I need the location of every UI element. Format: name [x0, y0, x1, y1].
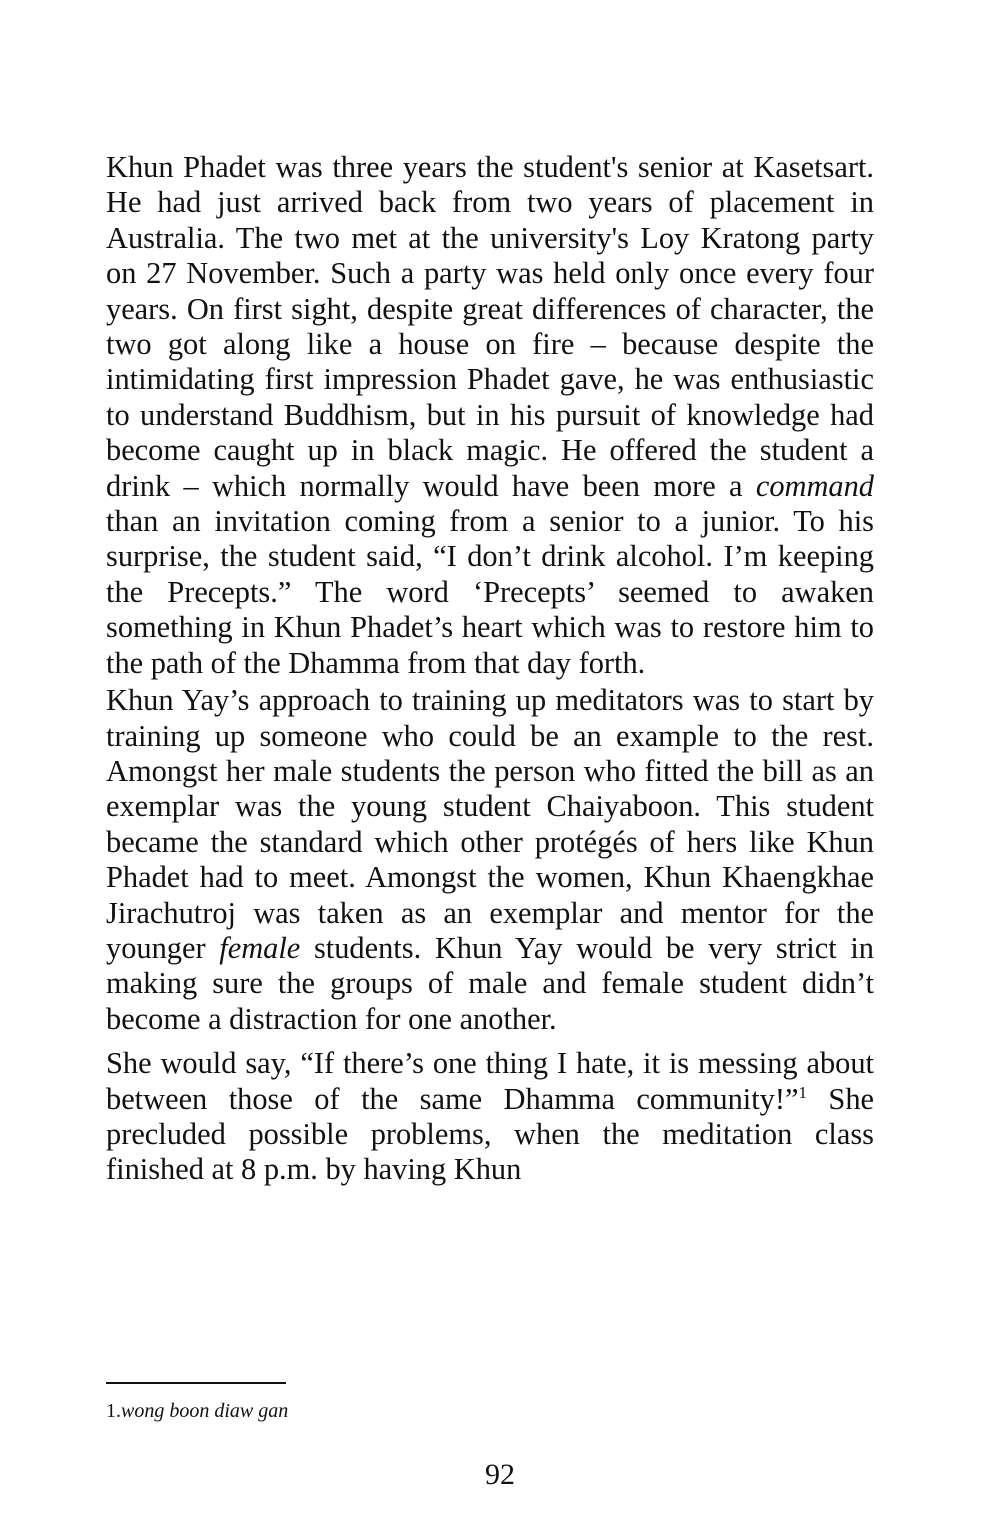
footnote [106, 1398, 606, 1424]
paragraph [106, 1046, 874, 1188]
footnote-reference: 1 [798, 1082, 807, 1102]
text-segment: Khun Phadet was three years the student's senior at Kasetsart. He had just arrived back from two years of placement in Australia. The two met at the university's Loy Kratong party on 27 November. Such a party was held only once every four years. On first sight, despite great differences of character, the two got along like a house on fire – because despite the intimidating first impression Phadet gave, he was enthusiastic to understand Buddhism, but in his pursuit of knowledge had become caught up in black magic. He offered the student a drink – which normally would have been more a [106, 150, 874, 503]
text-segment: She would say, “If there’s one thing I hate, it is messing about between those of the same Dhamma community!” [106, 1046, 874, 1116]
footnote-text: wong boon diaw gan [121, 1400, 289, 1422]
paragraph [106, 150, 874, 681]
footnote-rule [106, 1382, 286, 1384]
text-segment: Khun Yay’s approach to training up meditators was to start by training up someone who could be an example to the rest. Amongst her male students the person who fitted the bill as an exemplar was the young student Chaiyaboon. This student became the standard which other protégés of hers like Khun Phadet had to meet. Amongst the women, Khun Khaengkhae Jirachutroj was taken as an exemplar and mentor for the younger [106, 683, 874, 965]
text-segment: students. Khun Yay would be very strict in making sure the groups of male and female student didn’t become a distraction for one another. [106, 930, 874, 1036]
page-number: 92 [485, 1458, 515, 1491]
body-text [106, 150, 874, 1188]
emphasis-text: command [755, 468, 874, 503]
emphasis-text: female [219, 930, 301, 965]
text-segment: She precluded possible problems, when the meditation class finished at 8 p.m. by having Khun [106, 1081, 875, 1187]
text-segment: than an invitation coming from a senior to a junior. To his surprise, the student said, “I don’t drink alcohol. I’m keeping the Precepts.” The word ‘Precepts’ seemed to awaken something in Khun Phadet’s heart which was to restore him to the path of the Dhamma from that day forth. [106, 504, 874, 680]
footnote-number: 1. [106, 1400, 121, 1422]
paragraph [106, 683, 874, 1037]
